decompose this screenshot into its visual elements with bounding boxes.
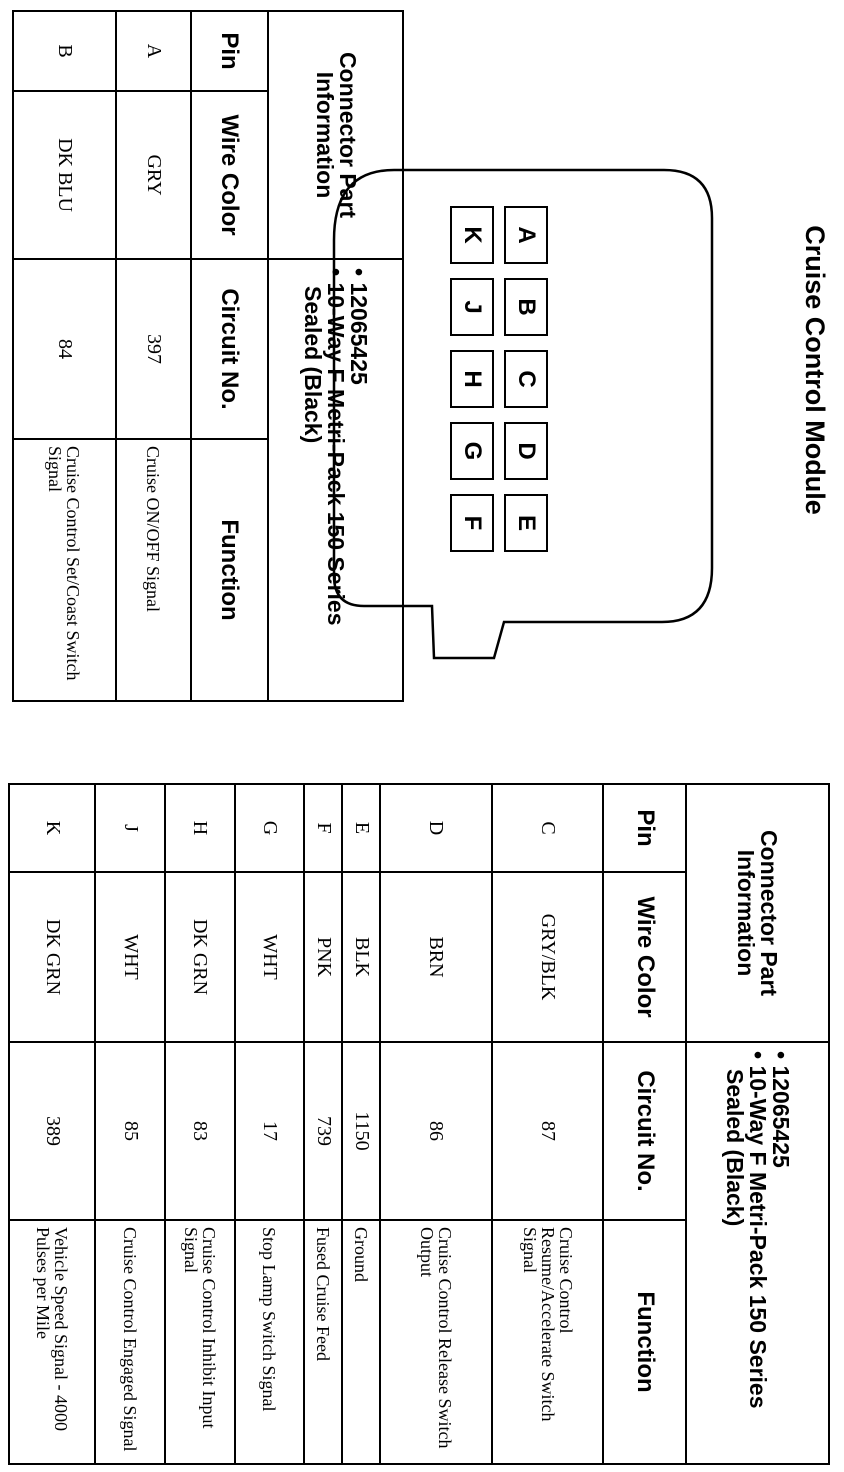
wire-color-cell: DK BLU [13,91,116,259]
circuit-cell: 83 [165,1042,235,1220]
pin-cell: C [492,784,604,872]
part-number: 12065425 [767,1065,794,1168]
connector-info-label: Connector Part Information [268,11,403,259]
col-function: Function [603,1220,685,1464]
pin-label: J [450,278,494,336]
wire-color-cell: DK GRN [165,872,235,1042]
wire-color-cell: BRN [380,872,492,1042]
table-row [165,784,235,1464]
pin-label: H [450,350,494,408]
table-row [342,784,380,1464]
pin-cell: A [116,11,191,91]
wire-color-cell: WHT [95,872,165,1042]
pin-label: C [504,350,548,408]
wire-color-cell: GRY/BLK [492,872,604,1042]
circuit-cell: 389 [9,1042,95,1220]
col-circuit-no: Circuit No. [603,1042,685,1220]
pin-cell: D [380,784,492,872]
table-row [95,784,165,1464]
col-circuit-no: Circuit No. [191,259,268,439]
pin-cell: E [342,784,380,872]
pin-label: B [504,278,548,336]
pin-cell: K [9,784,95,872]
function-cell: Cruise Control Resume/Accelerate Switch Signal [492,1220,604,1464]
col-wire-color: Wire Color [191,91,268,259]
circuit-cell: 17 [235,1042,305,1220]
info-row [268,11,403,701]
pin-cell: G [235,784,305,872]
wire-color-cell: WHT [235,872,305,1042]
table-row [116,11,191,701]
col-wire-color: Wire Color [603,872,685,1042]
col-pin: Pin [603,784,685,872]
pin-label: A [504,206,548,264]
function-cell: Ground [342,1220,380,1464]
connector-info-bullets: • 12065425 • 10-Way F Metri-Pack 150 Series Sealed (Black) [686,1042,829,1464]
circuit-cell: 397 [116,259,191,439]
connector-table-2 [8,783,830,1465]
header-row [603,784,685,1464]
pin-label: E [504,494,548,552]
wire-color-cell: GRY [116,91,191,259]
pin-label: G [450,422,494,480]
circuit-cell: 1150 [342,1042,380,1220]
page-title: Cruise Control Module [800,225,830,515]
col-pin: Pin [191,11,268,91]
function-cell: Cruise Control Set/Coast Switch Signal [13,439,116,701]
circuit-cell: 85 [95,1042,165,1220]
table-row [9,784,95,1464]
table-row [492,784,604,1464]
info-row [686,784,829,1464]
circuit-cell: 739 [304,1042,342,1220]
table-row [235,784,305,1464]
function-cell: Stop Lamp Switch Signal [235,1220,305,1464]
pin-cell: F [304,784,342,872]
table-2-body [9,784,603,1464]
function-cell: Cruise ON/OFF Signal [116,439,191,701]
function-cell: Cruise Control Inhibit Input Signal [165,1220,235,1464]
circuit-cell: 86 [380,1042,492,1220]
function-cell: Cruise Control Release Switch Output [380,1220,492,1464]
connector-type: 10-Way F Metri-Pack 150 Series Sealed (Black) [300,282,350,626]
table-1-body [13,11,191,701]
connector-info-bullets: • 12065425 • 10-Way F Metri-Pack 150 Series Sealed (Black) [268,259,403,701]
connector-info-label: Connector Part Information [686,784,829,1042]
circuit-cell: 84 [13,259,116,439]
pin-cell: H [165,784,235,872]
col-function: Function [191,439,268,701]
function-cell: Vehicle Speed Signal - 4000 Pulses per Mile [9,1220,95,1464]
table-row [304,784,342,1464]
pin-label: F [450,494,494,552]
table-row [13,11,116,701]
pin-cell: B [13,11,116,91]
wire-color-cell: PNK [304,872,342,1042]
function-cell: Fused Cruise Feed [304,1220,342,1464]
function-cell: Cruise Control Engaged Signal [95,1220,165,1464]
pin-label: D [504,422,548,480]
pin-cell: J [95,784,165,872]
pin-label: K [450,206,494,264]
circuit-cell: 87 [492,1042,604,1220]
part-number: 12065425 [346,282,373,385]
wire-color-cell: BLK [342,872,380,1042]
header-row [191,11,268,701]
table-row [380,784,492,1464]
connector-type: 10-Way F Metri-Pack 150 Series Sealed (Black) [721,1065,771,1409]
connector-table-1 [12,10,404,702]
wire-color-cell: DK GRN [9,872,95,1042]
